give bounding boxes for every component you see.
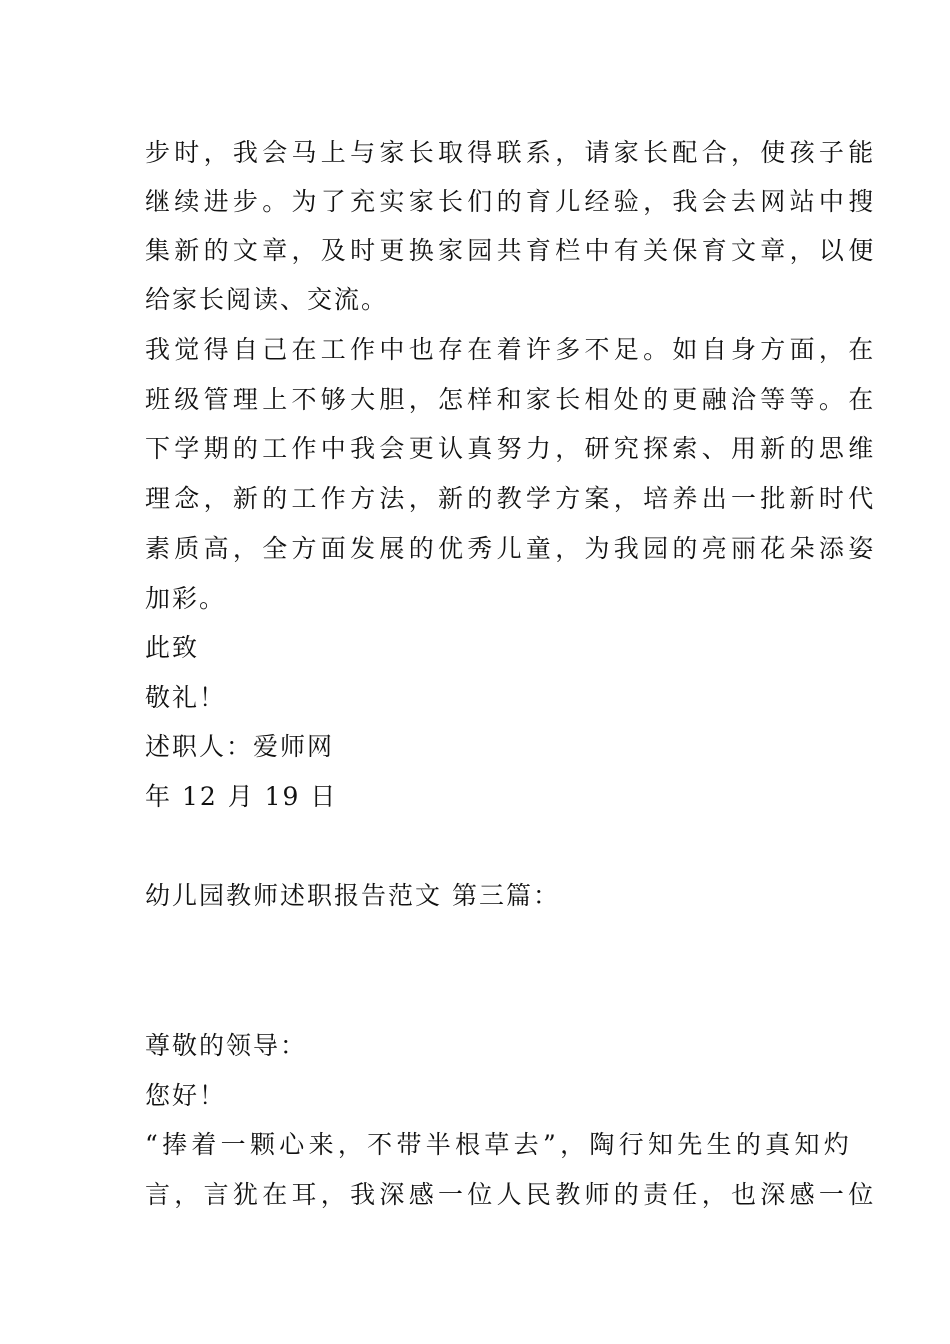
paragraph-line: 言，言犹在耳，我深感一位人民教师的责任，也深感一位 [145,1180,878,1209]
paragraph-line: “捧着一颗心来，不带半根草去”，陶行知先生的真知灼 [145,1130,854,1159]
paragraph-line: 继续进步。为了充实家长们的育儿经验，我会去网站中搜 [145,187,878,216]
paragraph-line: 集新的文章，及时更换家园共育栏中有关保育文章，以便 [145,236,878,265]
greeting-line: 尊敬的领导： [145,1031,308,1060]
signature-line: 述职人：爱师网 [145,732,335,761]
greeting-line: 您好！ [145,1081,227,1110]
paragraph-line: 下学期的工作中我会更认真努力，研究探索、用新的思维 [145,434,878,463]
closing-line: 此致 [145,633,200,662]
paragraph-line: 加彩。 [145,584,227,613]
paragraph-line: 我觉得自己在工作中也存在着许多不足。如自身方面，在 [145,335,878,364]
paragraph-line: 理念，新的工作方法，新的教学方案，培养出一批新时代 [145,484,878,513]
paragraph-line: 步时，我会马上与家长取得联系，请家长配合，使孩子能 [145,138,878,167]
paragraph-line: 素质高，全方面发展的优秀儿童，为我园的亮丽花朵添姿 [145,534,878,563]
date-line: 年 12 月 19 日 [145,782,338,811]
paragraph-line: 班级管理上不够大胆，怎样和家长相处的更融洽等等。在 [145,385,878,414]
paragraph-line: 给家长阅读、交流。 [145,285,389,314]
section-heading: 幼儿园教师述职报告范文 第三篇： [145,881,560,910]
salutation-line: 敬礼！ [145,683,227,712]
